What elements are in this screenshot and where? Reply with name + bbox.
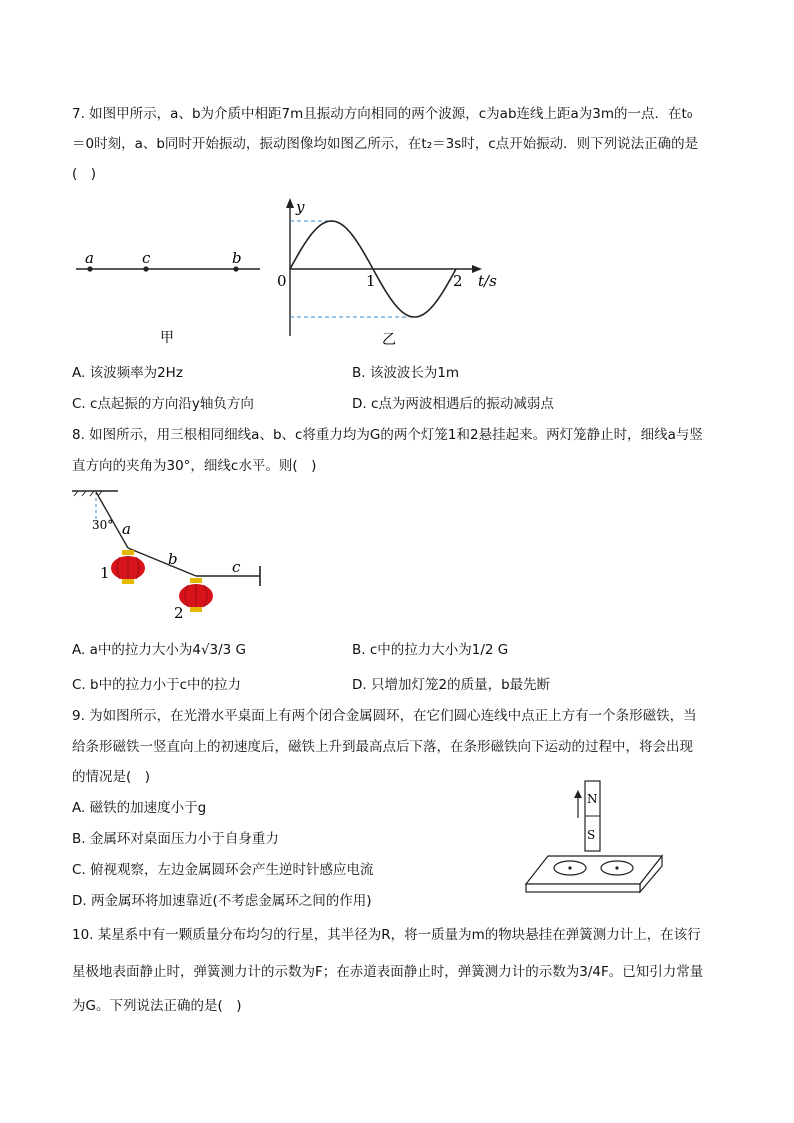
q10-stem-line2: 星极地表面静止时，弹簧测力计的示数为F；在赤道表面静止时，弹簧测力计的示数为3/4F。已知引力常量 (72, 964, 704, 980)
label-c: c (142, 249, 151, 267)
q10-stem-line3: 为G。下列说法正确的是( ) (72, 998, 242, 1014)
label-b: b (232, 249, 242, 267)
lantern-1-label: 1 (100, 564, 110, 582)
q7-option-a: A. 该波频率为2Hz (72, 365, 183, 381)
north-pole-label: N (587, 792, 598, 806)
string-b-label: b (168, 550, 178, 568)
q9-option-a: A. 磁铁的加速度小于g (72, 800, 207, 816)
tick-2: 2 (453, 272, 463, 290)
q8-option-c: C. b中的拉力小于c中的拉力 (72, 677, 242, 693)
q7-option-c: C. c点起振的方向沿y轴负方向 (72, 396, 254, 412)
q8-option-d: D. 只增加灯笼2的质量，b最先断 (352, 677, 551, 693)
lantern-2 (179, 578, 213, 612)
table-top (526, 856, 662, 884)
t-label: t/s (478, 272, 497, 290)
string-a-label: a (122, 520, 131, 538)
q7-option-b: B. 该波波长为1m (352, 365, 460, 381)
angle-label: 30° (92, 518, 114, 532)
q8-stem-line1: 8. 如图所示，用三根相同细线a、b、c将重力均为G的两个灯笼1和2悬挂起来。两灯笼静止时，细线a与竖 (72, 427, 703, 443)
lantern-1 (111, 550, 145, 584)
y-label: y (296, 198, 305, 216)
q7-figure-yi (270, 196, 510, 348)
tick-1: 1 (366, 272, 376, 290)
q8-stem-line2: 直方向的夹角为30°，细线c水平。则( ) (72, 458, 317, 474)
q9-option-b: B. 金属环对桌面压力小于自身重力 (72, 831, 279, 847)
point-b (233, 266, 238, 271)
south-pole-label: S (587, 828, 596, 842)
y-axis-arrow (286, 198, 294, 208)
point-c (143, 266, 148, 271)
q9-stem-line3: 的情况是( ) (72, 769, 151, 785)
q7-option-d: D. c点为两波相遇后的振动减弱点 (352, 396, 554, 412)
q8-option-b: B. c中的拉力大小为1/2 G (352, 642, 509, 658)
q9-stem-line2: 给条形磁铁一竖直向上的初速度后，磁铁上升到最高点后下落，在条形磁铁向下运动的过程中，将会出现 (72, 739, 693, 755)
q10-stem-line1: 10. 某星系中有一颗质量分布均匀的行星，其半径为R，将一质量为m的物块悬挂在弹簧测力计上，在该行 (72, 927, 701, 943)
q9-stem-line1: 9. 为如图所示，在光滑水平桌面上有两个闭合金属圆环，在它们圆心连线中点正上方有一个条形磁铁，当 (72, 708, 697, 724)
q7-stem-line2: ＝0时刻，a、b同时开始振动，振动图像均如图乙所示，在t₂＝3s时，c点开始振动．则下列说法正确的是 (72, 136, 699, 152)
label-a: a (85, 249, 94, 267)
tick-0: 0 (277, 272, 287, 290)
caption-jia: 甲 (160, 330, 174, 346)
q9-magnet-figure (522, 776, 672, 896)
q8-lantern-figure (70, 486, 280, 626)
point-a (87, 266, 92, 271)
q9-option-c: C. 俯视观察，左边金属圆环会产生逆时针感应电流 (72, 862, 374, 878)
lantern-2-label: 2 (174, 604, 184, 622)
q7-stem-line1: 7. 如图甲所示，a、b为介质中相距7m且振动方向相同的两个波源，c为ab连线上距a为3m的一点．在t₀ (72, 106, 693, 122)
caption-yi: 乙 (382, 332, 396, 348)
string-c-label: c (232, 558, 241, 576)
q9-option-d: D. 两金属环将加速靠近(不考虑金属环之间的作用) (72, 893, 372, 909)
q7-stem-line3: ( ) (72, 166, 97, 182)
q7-figure-jia (70, 240, 270, 360)
q8-option-a: A. a中的拉力大小为4√3/3 G (72, 642, 247, 658)
